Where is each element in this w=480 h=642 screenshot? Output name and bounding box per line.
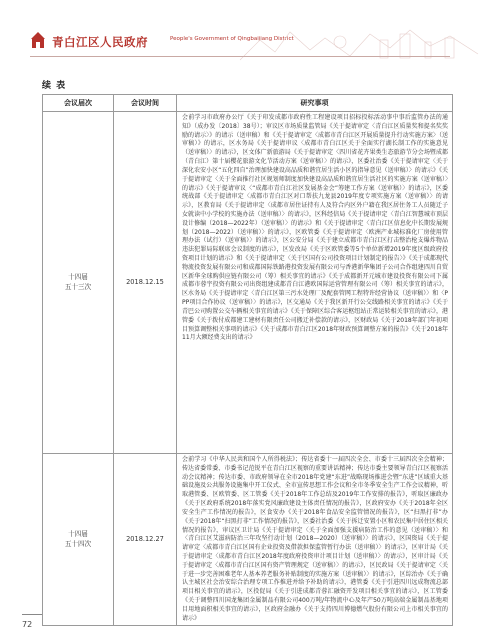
items-cell: 会前学习《中华人民共和国个人所得税法》；传达省委十一届四次全会、市委十三届四次全会精神；传达省委常委、市委书记范锐平在青白江区视察的重要讲话精神；传达市委主要领导青白江区视察活动会议精神；传达市委、市政府领导在全市2018年党建“东进”战略现场推进会暨“东进”区域重大基础设施及公共服务设施集中开工仪式、全市宣传思想工作会议和全市冬季安全生产工作会议精神，听取港管委、区欧管委、区工管委《关于2018年工作总结及2019年工作安排的报告》，听取区廉政办《关于区政府系统2018年落实党风廉政建设主体责任情况的报告》，区政府安办《关于2018年全区安全生产工作情况的报告》，区食安办《关于2018年食品安全监管情况的报告》，区“扫黑打非”办《关于2018年“扫黑打非”工作情况的报告》，区委社治委《关于拆迁安置小区和农民集中居住区相关情况的报告》，审议区卫计局《关于提请审定〈关于全面加强支援病防治工作的意见（送审稿）〉和〈青白江区艾滋病防治三年攻坚行动计划（2018—2020）（送审稿）〉的请示》，区国资局《关于提请审定〈成都市青白江区国有企业投资及借款担保监管暂行办法（送审稿）〉的请示》，区审计局《关于提请审定〈成都市青白江区2018年度政府投资审计项目计划（送审稿）〉的请示》，区审计局《关于提请审定〈成都市青白江区国有资产管理规定（送审稿）〉的请示》，区民政局《关于提请审定〈关于进一步完善困难老年人基本养老服务补贴制度的实施方案（送审稿）〉的请示》，区综治办《关于确认主城区社会治安综合治理专项工作推进并给予补助的请示》，港管委《关于引进四川远成物流总部项目相关事宜的请示》，区投促局《关于引进成都青蓉汇融资开发项目相关事宜的请示》，区工管委《关于调整四川国龙集团金属制品有限公司400万吨/年物流中心及年产50万吨高端金属制品基地项目用地面积相关事宜的请示》，区政府金融办《关于支持四川博德燃气股份有限公司上市相关事宜的请示》 (177, 454, 453, 626)
table-header-row (43, 95, 453, 112)
header-session: 会议届次 (43, 95, 114, 112)
government-emblem-icon (30, 30, 46, 50)
date-cell: 2018.12.27 (114, 454, 177, 626)
meetings-table (42, 94, 453, 626)
page-number: 72 (22, 620, 33, 629)
site-title: 青白江区人民政府 (52, 35, 148, 49)
table-row (43, 112, 453, 454)
page-number-rule (22, 614, 42, 615)
session-cell: 十四届 五十四次 (43, 454, 114, 626)
header-date: 会议时间 (114, 95, 177, 112)
section-title: 续 表 (42, 81, 67, 91)
table-row (43, 454, 453, 626)
session-cell: 十四届 五十三次 (43, 112, 114, 454)
header-rule (30, 56, 450, 57)
items-cell: 会前学习市政府办公厅《关于印发成都市政府性工程建设项目招标投标活动事中事后监管办法的通知》（成办发〔2018〕38号）；审议区市场质量监管局《关于提请审定〈青白江区质量奖和提名奖奖励的请示〉》的请示（送审稿）和《关于提请审定〈成都市青白江区开展质量提升行动实施方案〉（送审稿）》的请示，区水务局《关于提请审议〈成都市青白江区关于全面实行湖长制工作的实施意见（送审稿）〉的请示》，区文体广新旅游局《关于提请审定〈四川省花卉果类生态旅游节分会场暨成都（青白江）第十届樱花旅游文化节活动方案（送审稿）〉的请示》，区委社治委《关于提请审定〈关于深化农安小区“五化四自”治理加快建设高品质和谐宜居生活小区的指导意见（送审稿）〉的请示》《关于提请审定〈关于全面推行社区规划师制度加快建设高品质和谐宜居生活社区的实施方案（送审稿）〉的请示》《关于提请审议〈“成都市青白江社区发展基金会”筹建工作方案（送审稿）〉的请示》，区委统战部《关于提请审定〈成都市青白江区对口帮扶九龙县2019年度专项实施方案（送审稿）〉的请示》，区教育局《关于提请审定〈成都市居住证持有人及符合内区外户籍在我区居住务工人员随迁子女就读中小学校的实施办法（送审稿）〉的请示》，区科经信局《关于提请审定〈青白江智慧城市顶层设计修编（2018—2022年）（送审稿）〉的请示》和《关于提请审定〈青白江区信息化中长期发展规划（2018—2022）（送审稿）〉的请示》，区欧管委《关于提请审定〈欧洲产业城标准化厂房使用管理办法（试行）（送审稿）〉的请示》，区公安分局《关于建立成都市青白江区打击整治枪支爆炸物品违法犯罪局际联席会议制度的请示》，区发改局《关于区欧管委等5个单位新增2019年度区级政府投资项目计划的请示》和《关于提请审定〈关于区国有公司投资项目计划制定的报告〉》《关于成都现代物流投资发展有限公司和成都国际铁路港投资发展有限公司与香港新华集团子公司合作组建四川自贸区新华全球购供应链有限公司（筹）相关事宜的请示》《关于成都新开元城市建设投资有限公司下属成都市蓉宇投资有限公司出资组建成都青白江港欧国际运营管理有限公司（筹）相关事宜的请示》，区水务局《关于提请审定〈青白江区第三污水处理厂及配套管网工程特许经营协议（送审稿）〉和〈PPP项目合作协议（送审稿）〉的请示》，区交通局《关于我区新开行公交线路相关事宜的请示》《关于青巴公司购置公交车辆相关事宜的请示》《关于保障区综合客运枢纽站正常运转相关事宜的请示》，港管委《关于拨付成都建工建材有限责任公司搬迁补偿款的请示》，区财政局《关于2018年部门年初项目预算调整相关事项的请示》《关于成都市青白江区2018年财政预算调整方案的报告》《关于2018年11月大额经费支出的请示》 (177, 112, 453, 454)
header-items: 研究事项 (177, 95, 453, 112)
date-cell: 2018.12.15 (114, 112, 177, 454)
skyline-decoration-icon (230, 20, 480, 70)
page-header (0, 10, 480, 62)
site-subtitle: People's Government of Qingbaijiang District (170, 36, 294, 42)
